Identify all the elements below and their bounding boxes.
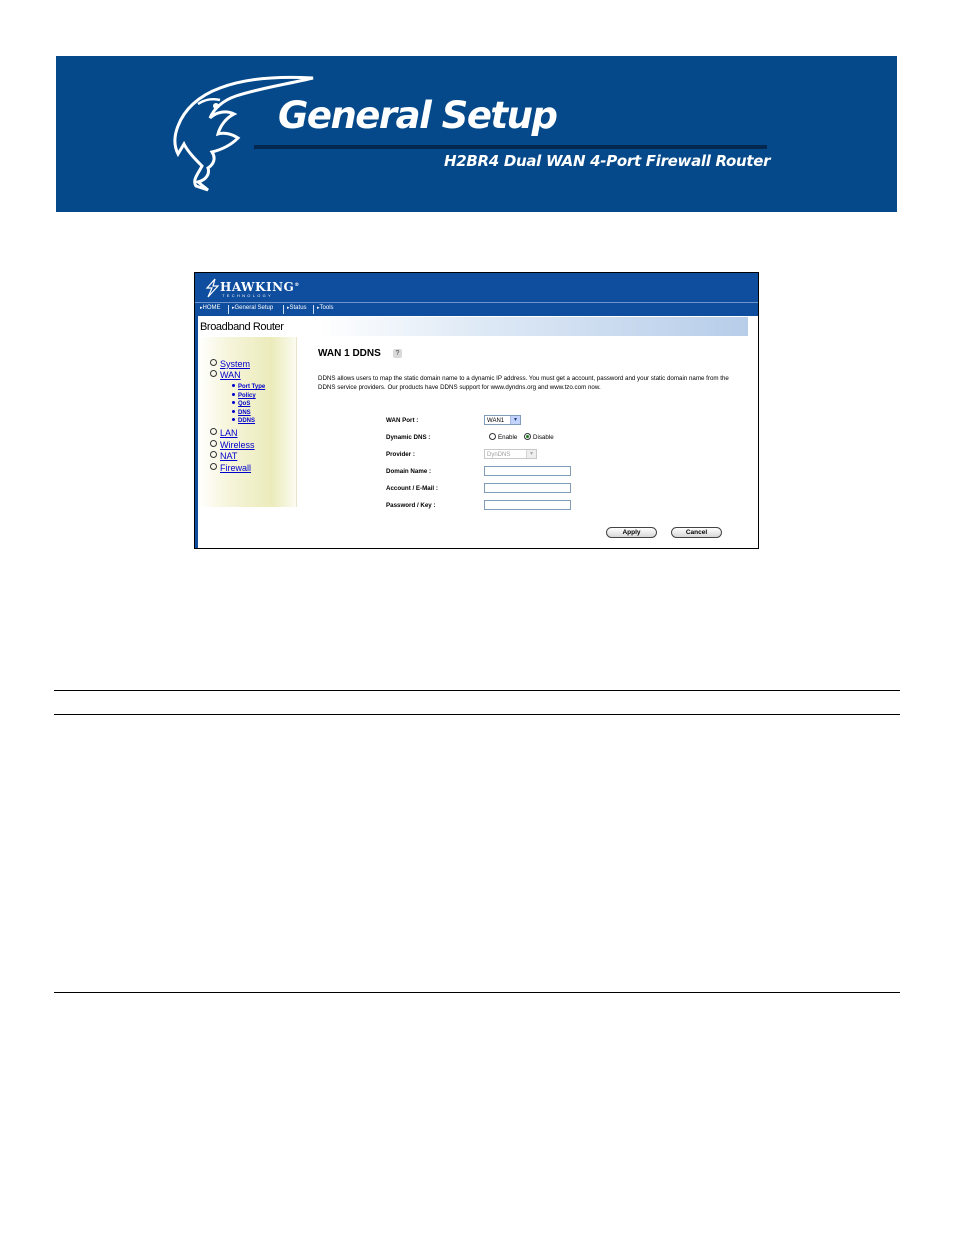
sidebar-item-firewall[interactable]: Firewall bbox=[210, 463, 251, 473]
bullet-circle-icon bbox=[210, 440, 217, 447]
bullet-dot-icon bbox=[232, 384, 235, 387]
banner-title: General Setup bbox=[278, 94, 557, 137]
sidebar-subitem-dns[interactable]: DNS bbox=[232, 410, 251, 416]
nav-status[interactable]: ▸ Status bbox=[287, 305, 307, 311]
sidebar-item-wan[interactable]: WAN bbox=[210, 370, 241, 380]
cancel-button[interactable]: Cancel bbox=[671, 527, 722, 538]
radio-icon bbox=[489, 433, 496, 440]
router-screenshot bbox=[194, 272, 759, 549]
bullet-dot-icon bbox=[232, 401, 235, 404]
header-banner bbox=[56, 56, 897, 212]
nav-tools[interactable]: ▸ Tools bbox=[317, 305, 334, 311]
bullet-circle-icon bbox=[210, 359, 217, 366]
domain-name-input[interactable] bbox=[484, 466, 571, 476]
bullet-circle-icon bbox=[210, 463, 217, 470]
account-input[interactable] bbox=[484, 483, 571, 493]
logo-tagline: TECHNOLOGY bbox=[222, 293, 274, 298]
lightning-bolt-icon bbox=[203, 278, 221, 298]
bullet-dot-icon bbox=[232, 410, 235, 413]
bullet-dot-icon bbox=[232, 418, 235, 421]
chevron-down-icon: ▾ bbox=[510, 416, 520, 424]
app-title: Broadband Router bbox=[200, 321, 284, 333]
page-description: DDNS allows users to map the static domain name to a dynamic IP address. You must get a account, password and your static domain name from the DDNS service providers. Our products have DDNS support for www.dyndns.org and www.tzo.com now. bbox=[318, 375, 729, 391]
wan-port-label: WAN Port : bbox=[386, 417, 419, 424]
domain-name-label: Domain Name : bbox=[386, 468, 432, 475]
sidebar-item-lan[interactable]: LAN bbox=[210, 428, 238, 438]
sidebar-subitem-ddns[interactable]: DDNS bbox=[232, 418, 255, 424]
nav-separator bbox=[283, 305, 284, 314]
router-header bbox=[195, 273, 758, 302]
sidebar-item-wireless[interactable]: Wireless bbox=[210, 440, 255, 450]
nav-home[interactable]: ▸ HOME bbox=[200, 305, 221, 311]
provider-label: Provider : bbox=[386, 451, 415, 458]
chevron-down-icon: ▾ bbox=[526, 450, 536, 458]
radio-selected-icon bbox=[524, 433, 531, 440]
password-label: Password / Key : bbox=[386, 502, 436, 509]
banner-subtitle: H2BR4 Dual WAN 4-Port Firewall Router bbox=[444, 152, 771, 170]
bullet-circle-icon bbox=[210, 370, 217, 377]
password-input[interactable] bbox=[484, 500, 571, 510]
table-rule-top bbox=[54, 690, 900, 691]
sidebar-subitem-port-type[interactable]: Port Type bbox=[232, 384, 265, 390]
top-nav bbox=[195, 302, 758, 316]
help-icon[interactable]: ? bbox=[393, 349, 402, 358]
table-rule-header bbox=[54, 714, 900, 715]
page-title: WAN 1 DDNS bbox=[318, 348, 381, 359]
wan-port-select[interactable] bbox=[484, 415, 521, 425]
table-rule-bottom bbox=[54, 992, 900, 993]
sidebar-subitem-qos[interactable]: QoS bbox=[232, 401, 250, 407]
bullet-dot-icon bbox=[232, 393, 235, 396]
nav-separator bbox=[313, 305, 314, 314]
nav-separator bbox=[228, 305, 229, 314]
dynamic-dns-label: Dynamic DNS : bbox=[386, 434, 431, 441]
provider-select[interactable] bbox=[484, 449, 537, 459]
account-label: Account / E-Mail : bbox=[386, 485, 438, 492]
apply-button[interactable]: Apply bbox=[606, 527, 657, 538]
bullet-circle-icon bbox=[210, 428, 217, 435]
sidebar bbox=[198, 337, 297, 507]
nav-general-setup[interactable]: ▸ General Setup bbox=[232, 305, 273, 311]
provider-value: DynDNS bbox=[487, 452, 511, 458]
sidebar-item-nat[interactable]: NAT bbox=[210, 451, 237, 461]
logo-brand: HAWKING® bbox=[220, 280, 300, 294]
enable-radio[interactable]: Enable bbox=[489, 433, 517, 441]
sidebar-subitem-policy[interactable]: Policy bbox=[232, 393, 256, 399]
bullet-circle-icon bbox=[210, 451, 217, 458]
disable-radio[interactable]: Disable bbox=[524, 433, 554, 441]
banner-rule bbox=[254, 145, 767, 149]
sidebar-item-system[interactable]: System bbox=[210, 359, 250, 369]
wan-port-value: WAN1 bbox=[487, 418, 505, 424]
